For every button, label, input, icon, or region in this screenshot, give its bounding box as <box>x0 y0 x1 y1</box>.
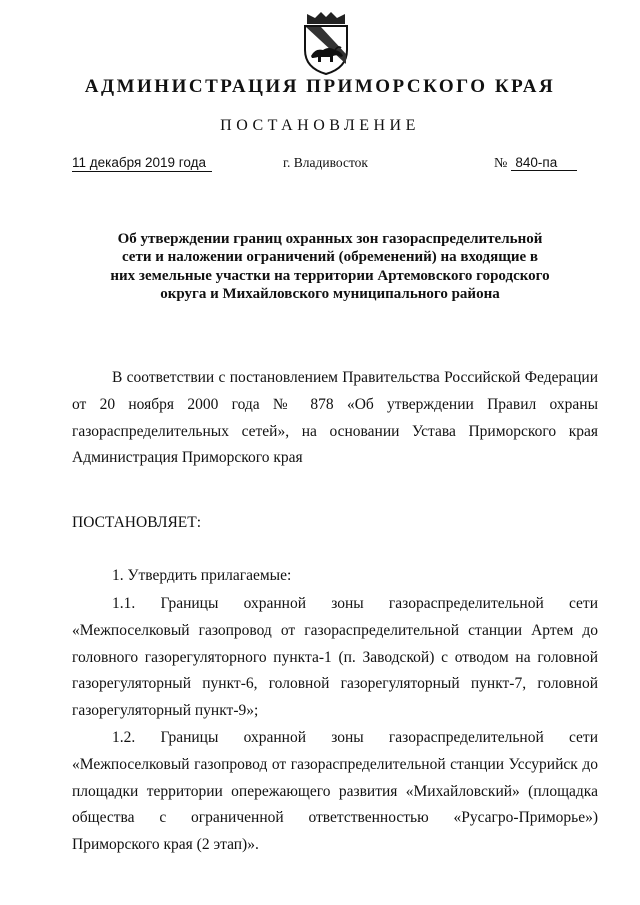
document-number <box>494 155 577 172</box>
agency-name: АДМИНИСТРАЦИЯ ПРИМОРСКОГО КРАЯ <box>84 76 556 97</box>
document-type: ПОСТАНОВЛЕНИЕ <box>220 117 420 134</box>
document-title: Об утверждении границ охранных зон газораспределительной сети и наложении ограничений (обременений) на входящие в них земельные участки на территории Артемовского городского округа и Михайловского муниципального района <box>110 231 550 303</box>
document-city: г. Владивосток <box>283 155 368 170</box>
coat-of-arms-icon <box>297 10 355 76</box>
decree-heading: ПОСТАНОВЛЯЕТ: <box>72 514 202 531</box>
preamble-paragraph: В соответствии с постановлением Правительства Российской Федерации от 20 ноября 2000 года № 878 «Об утверждении Правил охраны газораспределительных сетей», на основании Устава Приморского края Администрация Приморского края <box>72 369 598 467</box>
item-1-2: 1.2. Границы охранной зоны газораспределительной сети «Межпоселковый газопровод от газораспределительной станции Уссурийск до площадки территории опережающего развития «Михайловский» (площадка общества с ограниченной ответственностью «Русагро-Приморье») Приморского края (2 этап)». <box>72 729 598 854</box>
item-1-1: 1.1. Границы охранной зоны газораспределительной сети «Межпоселковый газопровод от газораспределительной станции Артем до головного газорегуляторного пункта-1 (п. Заводской) с отводом на головной газорегуляторный пункт-6, головной газорегуляторный пункт-7, головной газорегуляторный пункт-9»; <box>72 595 598 720</box>
number-value: 840-па <box>511 155 577 171</box>
item-1: 1. Утвердить прилагаемые: <box>112 567 292 584</box>
number-prefix: № <box>494 156 508 171</box>
document-date: 11 декабря 2019 года <box>72 155 212 172</box>
